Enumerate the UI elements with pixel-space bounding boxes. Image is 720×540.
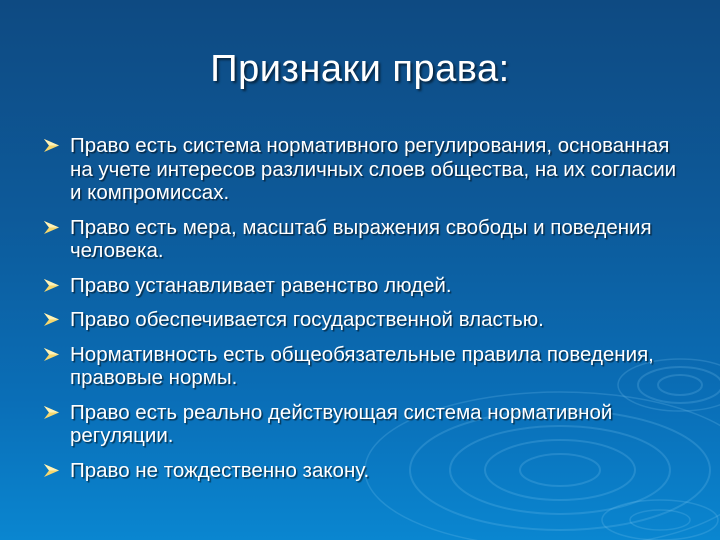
bullet-item bbox=[44, 401, 684, 448]
bullet-text: Нормативность есть общеобязательные правила поведения, правовые нормы. bbox=[70, 342, 654, 389]
slide-title: Признаки права: bbox=[210, 48, 510, 90]
arrowhead-bullet-icon bbox=[44, 406, 59, 419]
bullet-item bbox=[44, 274, 684, 298]
arrowhead-bullet-icon bbox=[44, 348, 59, 361]
bullet-text: Право не тождественно закону. bbox=[70, 458, 370, 482]
bullet-text: Право есть мера, масштаб выражения свободы и поведения человека. bbox=[70, 215, 652, 262]
arrowhead-bullet-icon bbox=[44, 221, 59, 234]
bullet-item bbox=[44, 216, 684, 263]
bullet-item bbox=[44, 343, 684, 390]
bullet-text: Право обеспечивается государственной властью. bbox=[70, 308, 544, 331]
arrowhead-bullet-icon bbox=[44, 313, 59, 326]
bullet-text: Право есть система нормативного регулирования, основанная на учете интересов различных слоев общества, на их согласии и компромиссах. bbox=[70, 134, 677, 204]
bullet-item bbox=[44, 459, 684, 483]
arrowhead-bullet-icon bbox=[44, 464, 59, 477]
bullet-list bbox=[44, 134, 684, 493]
bullet-text: Право устанавливает равенство людей. bbox=[70, 273, 452, 297]
arrowhead-bullet-icon bbox=[44, 139, 59, 152]
arrowhead-bullet-icon bbox=[44, 279, 59, 292]
bullet-text: Право есть реально действующая система нормативной регуляции. bbox=[70, 400, 613, 447]
bullet-item bbox=[44, 134, 684, 205]
bullet-item bbox=[44, 308, 684, 332]
